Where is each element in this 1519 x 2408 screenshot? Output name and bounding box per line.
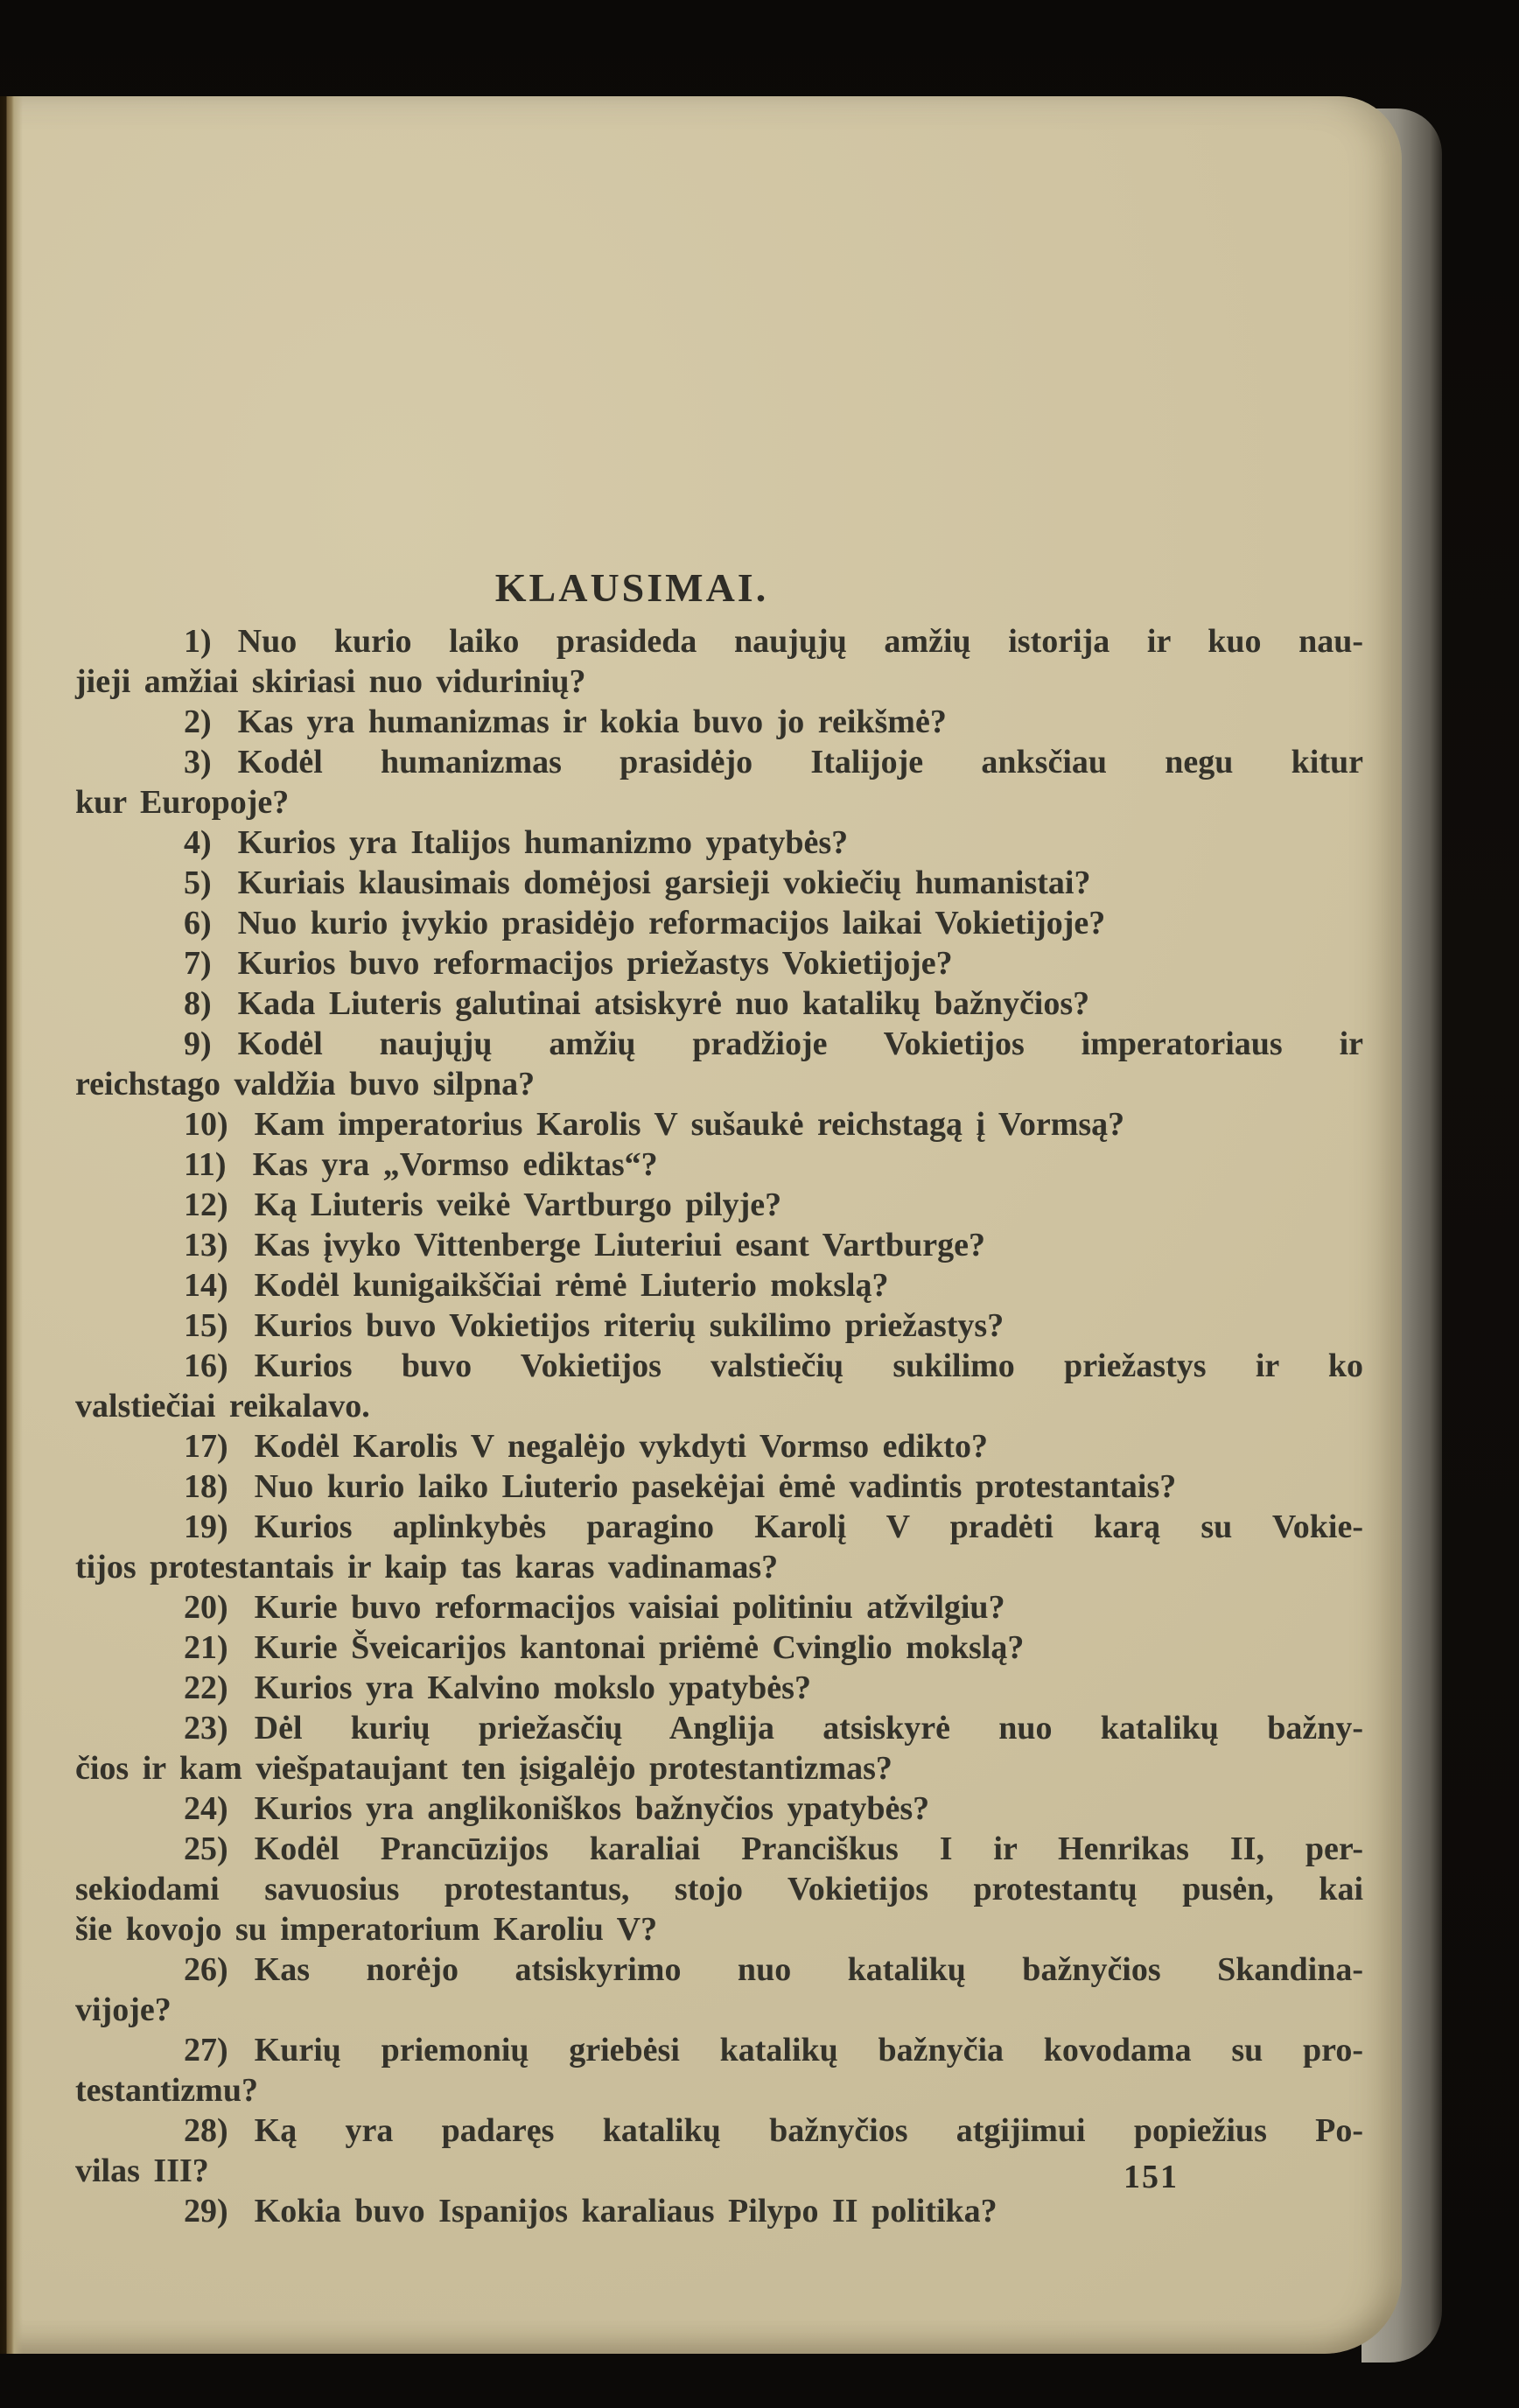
question-line: tijos protestantais ir kaip tas karas vadinamas?	[75, 1549, 779, 1586]
question-item	[75, 1144, 1363, 1185]
question-item	[75, 1104, 1363, 1144]
question-line: 20) Kurie buvo reformacijos vaisiai politiniu atžvilgiu?	[184, 1589, 1005, 1626]
question-number: 11)	[184, 1146, 227, 1183]
question-number: 23)	[184, 1710, 228, 1746]
question-number: 14)	[184, 1267, 228, 1304]
question-number: 25)	[184, 1830, 228, 1867]
question-number: 28)	[184, 2112, 228, 2149]
questions-list	[75, 621, 1363, 2231]
question-line: 7) Kurios buvo reformacijos priežastys Vokietijoje?	[184, 945, 953, 982]
question-line: 26) Kas norėjo atsiskyrimo nuo katalikų bažnyčios Skandina-	[184, 1951, 1363, 1988]
question-item	[75, 1306, 1363, 1346]
question-line: 17) Kodėl Karolis V negalėjo vykdyti Vormso edikto?	[184, 1428, 988, 1465]
question-line: reichstago valdžia buvo silpna?	[75, 1066, 536, 1102]
question-number: 7)	[184, 945, 212, 982]
page-number: 151	[1124, 2159, 1179, 2195]
question-line: 10) Kam imperatorius Karolis V sušaukė reichstagą į Vormsą?	[184, 1106, 1125, 1143]
question-item	[75, 742, 1363, 822]
question-number: 6)	[184, 905, 212, 942]
question-line: 6) Nuo kurio įvykio prasidėjo reformacijos laikai Vokietijoje?	[184, 905, 1106, 942]
question-item	[75, 1950, 1363, 2030]
question-item	[75, 1466, 1363, 1507]
question-number: 16)	[184, 1348, 228, 1384]
question-number: 27)	[184, 2032, 228, 2068]
question-number: 29)	[184, 2193, 228, 2230]
question-item	[75, 1788, 1363, 1829]
question-line: 15) Kurios buvo Vokietijos riterių sukilimo priežastys?	[184, 1307, 1004, 1344]
question-item	[75, 1507, 1363, 1587]
question-number: 12)	[184, 1186, 228, 1223]
question-item	[75, 2030, 1363, 2110]
question-number: 2)	[184, 704, 212, 740]
question-line: valstiečiai reikalavo.	[75, 1388, 370, 1424]
question-line: vijoje?	[75, 1992, 172, 2028]
question-line: 8) Kada Liuteris galutinai atsiskyrė nuo katalikų bažnyčios?	[184, 985, 1090, 1022]
question-line: 11) Kas yra „Vormso ediktas“?	[184, 1146, 658, 1183]
question-item	[75, 1185, 1363, 1225]
question-line: 18) Nuo kurio laiko Liuterio pasekėjai ėmė vadintis protestantais?	[184, 1468, 1177, 1505]
question-line: vilas III?	[75, 2152, 209, 2189]
question-item	[75, 621, 1363, 702]
question-number: 18)	[184, 1468, 228, 1505]
question-number: 24)	[184, 1790, 228, 1827]
question-line: 12) Ką Liuteris veikė Vartburgo pilyje?	[184, 1186, 782, 1223]
question-line: 2) Kas yra humanizmas ir kokia buvo jo reikšmė?	[184, 704, 947, 740]
question-number: 4)	[184, 824, 212, 861]
question-line: 29) Kokia buvo Ispanijos karaliaus Pilypo II politika?	[184, 2193, 998, 2230]
page-text-block	[75, 567, 1363, 2231]
question-item	[75, 984, 1363, 1024]
question-number: 19)	[184, 1508, 228, 1545]
question-item	[75, 1829, 1363, 1950]
question-item	[75, 1024, 1363, 1104]
question-number: 15)	[184, 1307, 228, 1344]
question-line: 19) Kurios aplinkybės paragino Karolį V pradėti karą su Vokie-	[184, 1508, 1363, 1545]
question-number: 9)	[184, 1026, 212, 1062]
question-line: 23) Dėl kurių priežasčių Anglija atsiskyrė nuo katalikų bažny-	[184, 1710, 1363, 1746]
question-item	[75, 2191, 1363, 2231]
question-item	[75, 822, 1363, 863]
question-line: jieji amžiai skiriasi nuo vidurinių?	[75, 663, 586, 700]
question-line: testantizmu?	[75, 2072, 258, 2109]
question-item	[75, 943, 1363, 984]
question-line: 22) Kurios yra Kalvino mokslo ypatybės?	[184, 1670, 811, 1706]
question-line: šie kovojo su imperatorium Karoliu V?	[75, 1911, 658, 1948]
question-number: 13)	[184, 1227, 228, 1264]
question-number: 10)	[184, 1106, 228, 1143]
question-item	[75, 1346, 1363, 1426]
question-line: 9) Kodėl naujųjų amžių pradžioje Vokietijos imperatoriaus ir	[184, 1026, 1363, 1062]
question-line: čios ir kam viešpataujant ten įsigalėjo protestantizmas?	[75, 1750, 892, 1787]
question-item	[75, 1587, 1363, 1628]
question-item	[75, 1668, 1363, 1708]
question-item	[75, 1225, 1363, 1265]
question-line: 1) Nuo kurio laiko prasideda naujųjų amžių istorija ir kuo nau-	[184, 623, 1363, 660]
book-spine-edge	[0, 96, 23, 2354]
question-item	[75, 1628, 1363, 1668]
question-line: 28) Ką yra padaręs katalikų bažnyčios atgijimui popiežius Po-	[184, 2112, 1363, 2149]
book-page	[0, 96, 1402, 2354]
question-number: 8)	[184, 985, 212, 1022]
question-number: 21)	[184, 1629, 228, 1666]
question-number: 17)	[184, 1428, 228, 1465]
question-line: 13) Kas įvyko Vittenberge Liuteriui esant Vartburge?	[184, 1227, 986, 1264]
question-number: 5)	[184, 864, 212, 901]
page-title: KLAUSIMAI.	[494, 565, 769, 610]
question-line: 21) Kurie Šveicarijos kantonai priėmė Cvinglio mokslą?	[184, 1629, 1025, 1666]
question-item	[75, 1708, 1363, 1788]
question-line: 3) Kodėl humanizmas prasidėjo Italijoje anksčiau negu kitur	[184, 744, 1363, 780]
question-line: 25) Kodėl Prancūzijos karaliai Pranciškus I ir Henrikas II, per-	[184, 1830, 1363, 1867]
question-line: kur Europoje?	[75, 784, 290, 821]
question-line: 16) Kurios buvo Vokietijos valstiečių sukilimo priežastys ir ko	[184, 1348, 1363, 1384]
question-line: 14) Kodėl kunigaikščiai rėmė Liuterio mokslą?	[184, 1267, 889, 1304]
question-line: 5) Kuriais klausimais domėjosi garsieji vokiečių humanistai?	[184, 864, 1091, 901]
question-number: 1)	[184, 623, 212, 660]
question-item	[75, 702, 1363, 742]
question-number: 26)	[184, 1951, 228, 1988]
question-line: 24) Kurios yra anglikoniškos bažnyčios ypatybės?	[184, 1790, 930, 1827]
question-line: 27) Kurių priemonių griebėsi katalikų bažnyčia kovodama su pro-	[184, 2032, 1363, 2068]
question-item	[75, 1426, 1363, 1466]
question-item	[75, 1265, 1363, 1306]
question-number: 3)	[184, 744, 212, 780]
question-item	[75, 863, 1363, 903]
question-number: 20)	[184, 1589, 228, 1626]
question-number: 22)	[184, 1670, 228, 1706]
question-line: sekiodami savuosius protestantus, stojo Vokietijos protestantų pusėn, kai	[75, 1871, 1363, 1908]
question-line: 4) Kurios yra Italijos humanizmo ypatybės?	[184, 824, 849, 861]
question-item	[75, 903, 1363, 943]
